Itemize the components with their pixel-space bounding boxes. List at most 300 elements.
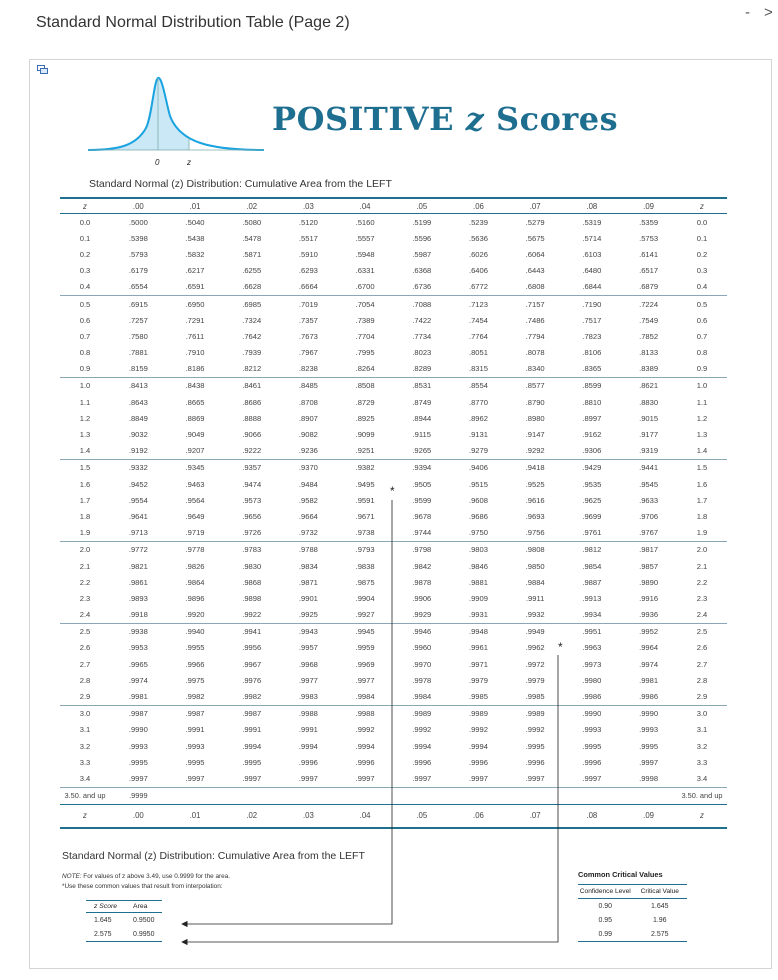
probability-cell: .9945	[337, 623, 394, 640]
probability-cell: .9332	[110, 459, 167, 476]
probability-cell: .6368	[412, 266, 432, 276]
probability-cell: .9997	[639, 757, 659, 767]
probability-cell: .9783	[223, 541, 280, 558]
probability-cell: .9959	[355, 643, 375, 653]
probability-cell: .9994	[355, 741, 375, 751]
interp-z-2: 2.575	[86, 927, 125, 942]
probability-cell: .5517	[298, 233, 318, 243]
probability-cell: .8665	[185, 397, 205, 407]
probability-cell: .7257	[128, 315, 148, 325]
probability-cell: .9961	[468, 643, 488, 653]
empty-cell	[167, 787, 224, 804]
probability-cell: .9625	[582, 495, 602, 505]
probability-cell: .7422	[412, 315, 432, 325]
confidence-header: Confidence Level	[578, 885, 633, 899]
probability-cell: .9997	[128, 773, 148, 783]
document-icon	[37, 65, 48, 77]
row-z-value: 0.2	[79, 249, 91, 259]
probability-cell: .9406	[450, 459, 507, 476]
row-z-value-right: 0.9	[696, 364, 708, 374]
probability-cell: .9968	[298, 659, 318, 669]
probability-cell: .8365	[582, 364, 602, 374]
column-header: .07	[507, 198, 564, 214]
critical-value: 1.96	[652, 917, 667, 924]
probability-cell: .9993	[185, 741, 205, 751]
column-header: .04	[337, 198, 394, 214]
table-row	[60, 722, 727, 738]
z-table-body	[60, 214, 727, 805]
probability-cell: .6517	[639, 266, 659, 276]
probability-cell: .9996	[525, 757, 545, 767]
probability-cell: .9452	[128, 479, 148, 489]
probability-cell: .9177	[639, 430, 659, 440]
probability-cell: .9994	[468, 741, 488, 751]
probability-cell: .6808	[525, 282, 545, 292]
shaded-area	[88, 78, 189, 150]
probability-cell: .9306	[582, 446, 602, 456]
probability-cell: .9279	[468, 446, 488, 456]
row-z-value: 3.4	[79, 773, 91, 783]
row-z-value-right: 0.0	[696, 217, 708, 227]
probability-cell: .9951	[564, 623, 621, 640]
probability-cell: .9599	[412, 495, 432, 505]
probability-cell: .8078	[525, 348, 545, 358]
probability-cell: .5438	[185, 233, 205, 243]
probability-cell: .6985	[223, 295, 280, 312]
probability-cell: .9767	[639, 528, 659, 538]
probability-cell: .9988	[337, 705, 394, 722]
headline-text: POSITIVE	[272, 100, 466, 138]
probability-cell: .9962	[525, 643, 545, 653]
probability-cell: .8749	[412, 397, 432, 407]
probability-cell: .9941	[223, 623, 280, 640]
table-row	[60, 426, 727, 442]
column-header: .03	[280, 198, 337, 214]
probability-cell: .8315	[468, 364, 488, 374]
probability-cell: .9997	[298, 773, 318, 783]
empty-cell	[564, 787, 621, 804]
probability-cell: .9535	[582, 479, 602, 489]
probability-cell: .9984	[355, 692, 375, 702]
row-z-value: 2.1	[79, 561, 91, 571]
header-row	[60, 198, 727, 214]
table-row	[60, 345, 727, 361]
probability-cell: .9996	[468, 757, 488, 767]
table-row	[60, 558, 727, 574]
row-z-value-right: 3.50. and up	[677, 787, 727, 804]
probability-cell: .9922	[242, 610, 262, 620]
probability-cell: .9996	[355, 757, 375, 767]
probability-cell: .7123	[450, 295, 507, 312]
probability-cell: .7454	[468, 315, 488, 325]
probability-cell: .9495	[355, 479, 375, 489]
z-footer-right: z	[677, 804, 727, 828]
row-z-value-right: 2.2	[696, 577, 708, 587]
probability-cell: .7611	[185, 331, 205, 341]
column-footer: .04	[337, 804, 394, 828]
probability-cell: .9032	[128, 430, 148, 440]
probability-cell: .6844	[582, 282, 602, 292]
probability-cell: .9936	[639, 610, 659, 620]
row-z-value-right: 3.4	[696, 773, 708, 783]
column-footer: .01	[167, 804, 224, 828]
probability-cell: .7389	[355, 315, 375, 325]
probability-cell: .5753	[639, 233, 659, 243]
probability-cell: .6554	[128, 282, 148, 292]
probability-cell: .9671	[355, 511, 375, 521]
row-z-value: 1.2	[79, 413, 91, 423]
probability-cell: .8729	[355, 397, 375, 407]
critical-value: 2.575	[633, 927, 688, 942]
probability-cell: .9686	[468, 511, 488, 521]
row-z-value: 3.0	[60, 705, 110, 722]
probability-cell: .9564	[185, 495, 205, 505]
probability-cell: .5948	[355, 249, 375, 259]
row-z-value-right: 2.1	[696, 561, 708, 571]
probability-cell: .5359	[639, 217, 659, 227]
probability-cell: .9995	[525, 741, 545, 751]
probability-cell: .9946	[393, 623, 450, 640]
probability-cell: .9991	[242, 725, 262, 735]
row-z-value: 0.0	[79, 217, 91, 227]
interp-area-1: 0.9500	[133, 917, 155, 924]
probability-cell: .7642	[242, 331, 262, 341]
row-z-value-right: 1.4	[696, 446, 708, 456]
probability-cell: .6950	[167, 295, 224, 312]
row-z-value-right: 0.7	[696, 331, 708, 341]
probability-cell: .9394	[393, 459, 450, 476]
z-label: z	[187, 158, 191, 167]
probability-cell: .9744	[412, 528, 432, 538]
confidence-level: 0.95	[598, 917, 613, 924]
table-row	[60, 377, 727, 394]
probability-cell: .8925	[355, 413, 375, 423]
probability-cell: .9732	[298, 528, 318, 538]
probability-cell: .9984	[412, 692, 432, 702]
probability-cell: .9418	[507, 459, 564, 476]
table-row	[60, 328, 727, 344]
probability-cell: .9994	[412, 741, 432, 751]
row-z-value: 1.9	[79, 528, 91, 538]
row-z-value: 2.6	[79, 643, 91, 653]
z-header-right: z	[677, 198, 727, 214]
probability-cell: .9761	[582, 528, 602, 538]
probability-cell: .7157	[507, 295, 564, 312]
row-z-value: 2.4	[79, 610, 91, 620]
probability-cell: .8023	[412, 348, 432, 358]
probability-cell: .5636	[468, 233, 488, 243]
probability-cell: .7734	[412, 331, 432, 341]
probability-cell: .5080	[242, 217, 262, 227]
probability-cell: .8461	[223, 377, 280, 394]
column-header: .06	[450, 198, 507, 214]
probability-cell: .9608	[468, 495, 488, 505]
probability-cell: .6217	[185, 266, 205, 276]
table-row	[60, 279, 727, 296]
probability-cell: .5120	[298, 217, 318, 227]
probability-cell: .6103	[582, 249, 602, 259]
confidence-level: 0.99	[578, 927, 633, 942]
row-z-value-right: 2.9	[696, 692, 708, 702]
row-z-value-right: 1.9	[696, 528, 708, 538]
probability-cell: .9641	[128, 511, 148, 521]
probability-cell: .9706	[639, 511, 659, 521]
probability-cell: .9750	[468, 528, 488, 538]
probability-cell: .7291	[185, 315, 205, 325]
row-z-value-right: 0.8	[696, 348, 708, 358]
probability-cell: .7357	[298, 315, 318, 325]
table-row	[60, 361, 727, 378]
critical-header: Critical Value	[633, 885, 688, 899]
row-z-value: 2.8	[79, 675, 91, 685]
probability-cell: .9972	[525, 659, 545, 669]
probability-cell: .9981	[639, 675, 659, 685]
probability-cell: .8907	[298, 413, 318, 423]
column-header: .01	[167, 198, 224, 214]
probability-cell: .9981	[128, 692, 148, 702]
column-footer: .08	[564, 804, 621, 828]
probability-cell: .9664	[298, 511, 318, 521]
probability-cell: .9066	[242, 430, 262, 440]
probability-cell: .9995	[582, 741, 602, 751]
row-z-value: 2.9	[79, 692, 91, 702]
table-row	[60, 656, 727, 672]
table-row	[60, 295, 727, 312]
probability-cell: .9966	[185, 659, 205, 669]
probability-cell: .9834	[298, 561, 318, 571]
table-row	[60, 590, 727, 606]
probability-cell: .9429	[564, 459, 621, 476]
probability-cell: .9990	[128, 725, 148, 735]
probability-cell: .9920	[185, 610, 205, 620]
probability-cell: .9713	[128, 528, 148, 538]
headline-rest: Scores	[484, 100, 619, 138]
probability-cell: .9943	[280, 623, 337, 640]
probability-cell: .9875	[355, 577, 375, 587]
probability-cell: .9929	[412, 610, 432, 620]
probability-cell: .5000	[128, 217, 148, 227]
probability-cell: .5319	[582, 217, 602, 227]
probability-cell: .9993	[128, 741, 148, 751]
probability-cell: .9986	[582, 692, 602, 702]
probability-cell: .9649	[185, 511, 205, 521]
table-row	[60, 410, 727, 426]
empty-cell	[450, 787, 507, 804]
probability-cell: .8810	[582, 397, 602, 407]
row-z-value-right: 0.4	[696, 282, 708, 292]
empty-cell	[620, 787, 677, 804]
probability-cell: .9826	[185, 561, 205, 571]
probability-cell: .9985	[468, 692, 488, 702]
probability-cell: .8830	[639, 397, 659, 407]
probability-cell: .9236	[298, 446, 318, 456]
probability-cell: .9582	[298, 495, 318, 505]
table-row	[60, 541, 727, 558]
table-subtitle-bottom: Standard Normal (z) Distribution: Cumulative Area from the LEFT	[62, 850, 365, 862]
probability-cell: .8790	[525, 397, 545, 407]
table-row	[60, 459, 727, 476]
probability-cell: .9963	[582, 643, 602, 653]
probability-cell: .9948	[450, 623, 507, 640]
probability-cell: .9989	[450, 705, 507, 722]
probability-cell: .5714	[582, 233, 602, 243]
probability-cell: .9222	[242, 446, 262, 456]
probability-cell: .9976	[242, 675, 262, 685]
interpolation-star-mark: *	[390, 484, 395, 498]
probability-cell: .9887	[582, 577, 602, 587]
probability-cell: .9957	[298, 643, 318, 653]
probability-cell: .9990	[620, 705, 677, 722]
normal-curve-figure	[88, 72, 264, 174]
probability-cell: .9756	[525, 528, 545, 538]
row-z-value: 0.3	[79, 266, 91, 276]
probability-cell: .9474	[242, 479, 262, 489]
probability-cell: .9918	[128, 610, 148, 620]
probability-cell: .9916	[639, 593, 659, 603]
probability-cell: .9505	[412, 479, 432, 489]
probability-cell: .9656	[242, 511, 262, 521]
table-row	[60, 688, 727, 705]
probability-cell: .9995	[639, 741, 659, 751]
row-z-value: 3.1	[79, 725, 91, 735]
probability-cell: .8389	[639, 364, 659, 374]
probability-cell: .9147	[525, 430, 545, 440]
minimize-button[interactable]: -	[745, 4, 750, 21]
probability-cell: .9788	[280, 541, 337, 558]
probability-cell: .9985	[525, 692, 545, 702]
probability-cell: .9292	[525, 446, 545, 456]
column-header: .09	[620, 198, 677, 214]
probability-cell: .5239	[468, 217, 488, 227]
probability-cell: .6255	[242, 266, 262, 276]
probability-cell: .9955	[185, 643, 205, 653]
table-row	[60, 754, 727, 770]
probability-cell: .6480	[582, 266, 602, 276]
interp-area-2: 0.9950	[125, 927, 162, 942]
probability-cell: .9904	[355, 593, 375, 603]
interpolation-table	[86, 900, 162, 942]
probability-cell: .9484	[298, 479, 318, 489]
probability-cell: .9370	[280, 459, 337, 476]
row-z-value: 0.6	[79, 315, 91, 325]
column-footer: .09	[620, 804, 677, 828]
row-z-value: 0.8	[79, 348, 91, 358]
probability-cell: .9616	[525, 495, 545, 505]
probability-cell: .9382	[337, 459, 394, 476]
row-z-value-right: 1.7	[696, 495, 708, 505]
probability-cell: .9989	[507, 705, 564, 722]
probability-cell: .9974	[128, 675, 148, 685]
probability-cell: .9971	[468, 659, 488, 669]
column-footer: .00	[110, 804, 167, 828]
probability-cell: .9925	[298, 610, 318, 620]
probability-cell: .9778	[167, 541, 224, 558]
probability-cell: .7910	[185, 348, 205, 358]
probability-cell: .9821	[128, 561, 148, 571]
probability-cell: .6915	[110, 295, 167, 312]
probability-cell: .9993	[582, 725, 602, 735]
probability-cell: .5160	[355, 217, 375, 227]
probability-cell: .5910	[298, 249, 318, 259]
probability-cell: .6026	[468, 249, 488, 259]
row-z-value: 1.5	[60, 459, 110, 476]
row-z-value-right: 1.0	[677, 377, 727, 394]
interpolation-star-mark: *	[558, 640, 563, 654]
table-row	[60, 705, 727, 722]
probability-cell: .9842	[412, 561, 432, 571]
probability-cell: .8212	[242, 364, 262, 374]
row-z-value-right: 3.1	[696, 725, 708, 735]
probability-cell: .6591	[185, 282, 205, 292]
probability-cell: .9898	[242, 593, 262, 603]
note-block	[62, 872, 230, 892]
row-z-value-right: 2.4	[696, 610, 708, 620]
probability-cell: .7580	[128, 331, 148, 341]
probability-cell: .5557	[355, 233, 375, 243]
row-z-value: 0.9	[79, 364, 91, 374]
probability-cell: .9884	[525, 577, 545, 587]
probability-cell: .9207	[185, 446, 205, 456]
probability-cell: .9987	[110, 705, 167, 722]
probability-cell: .9115	[412, 430, 431, 440]
table-row	[60, 443, 727, 460]
probability-cell: .5871	[242, 249, 262, 259]
table-row	[60, 230, 727, 246]
probability-cell: .8554	[450, 377, 507, 394]
probability-cell: .9049	[185, 430, 205, 440]
probability-cell: .7995	[355, 348, 375, 358]
probability-cell: .9997	[412, 773, 432, 783]
probability-cell: .9857	[639, 561, 659, 571]
probability-cell: .9808	[507, 541, 564, 558]
probability-cell: .9990	[564, 705, 621, 722]
probability-cell: .8238	[298, 364, 318, 374]
row-z-value: 1.1	[79, 397, 91, 407]
probability-cell: .8531	[393, 377, 450, 394]
probability-cell: .9983	[298, 692, 318, 702]
probability-cell: .7673	[298, 331, 318, 341]
probability-cell: .9906	[412, 593, 432, 603]
empty-cell	[337, 787, 394, 804]
probability-cell: .8944	[412, 413, 432, 423]
column-footer: .07	[507, 804, 564, 828]
row-z-value: 3.50. and up	[60, 787, 110, 804]
table-row	[60, 525, 727, 542]
row-z-value: 1.6	[79, 479, 91, 489]
probability-cell: .6443	[525, 266, 545, 276]
probability-cell: .9817	[620, 541, 677, 558]
probability-cell: .9988	[280, 705, 337, 722]
probability-cell: .5987	[412, 249, 432, 259]
table-row	[60, 640, 727, 656]
probability-cell: .7088	[393, 295, 450, 312]
row-z-value-right: 2.6	[696, 643, 708, 653]
probability-cell: .8159	[128, 364, 148, 374]
probability-cell: .8264	[355, 364, 375, 374]
probability-cell: .8621	[620, 377, 677, 394]
table-row	[60, 246, 727, 262]
row-z-value: 2.5	[60, 623, 110, 640]
probability-cell: .9515	[468, 479, 488, 489]
probability-cell: .7823	[582, 331, 602, 341]
probability-cell: .9956	[242, 643, 262, 653]
probability-cell: .9357	[223, 459, 280, 476]
probability-cell: .7324	[242, 315, 262, 325]
next-page-icon[interactable]: >	[764, 4, 773, 21]
probability-cell: .9973	[582, 659, 602, 669]
row-z-value-right: 3.3	[696, 757, 708, 767]
probability-cell: .9793	[337, 541, 394, 558]
